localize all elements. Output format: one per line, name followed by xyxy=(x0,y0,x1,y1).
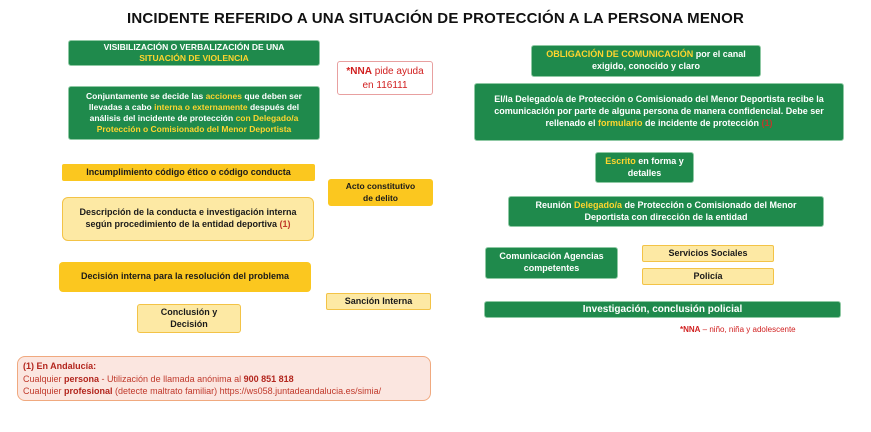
box-delegado-recibe xyxy=(474,83,844,141)
note-phone: 900 851 818 xyxy=(243,373,294,384)
box-escrito xyxy=(595,152,694,183)
box-sancion-interna xyxy=(326,293,431,310)
box-acto-constitutivo xyxy=(328,179,433,206)
box-policia xyxy=(642,268,774,285)
incumplimiento-label: Incumplimiento código ético o código conducta xyxy=(86,166,291,177)
note-line2-profesional: profesional xyxy=(64,386,113,397)
conjuntamente-text-3: después del análisis del incidente de protección xyxy=(89,101,300,123)
obligacion-text: por el canal exigido, conocido y claro xyxy=(591,49,746,71)
delegado-text-2: de incidente de protección xyxy=(642,117,762,128)
nna-legend xyxy=(680,325,796,334)
reunion-text-2: de Protección o Comisionado del Menor Deportista con dirección de la entidad xyxy=(584,199,797,222)
box-obligacion xyxy=(531,45,761,77)
nna-help-box xyxy=(337,61,433,95)
obligacion-highlight: OBLIGACIÓN DE COMUNICACIÓN xyxy=(546,49,694,60)
conjuntamente-highlight-interna: interna o externamente xyxy=(154,101,248,112)
conjuntamente-text-1: Conjuntamente se decide las xyxy=(86,90,206,101)
note-heading: (1) En Andalucía: xyxy=(23,361,97,371)
box-servicios-sociales xyxy=(642,245,774,262)
legend-key: *NNA xyxy=(680,325,701,334)
nna-line1: pide ayuda xyxy=(371,66,424,77)
escrito-highlight: Escrito xyxy=(605,155,636,166)
acto-label: Acto constitutivo de delito xyxy=(345,181,416,203)
conjuntamente-highlight-acciones: acciones xyxy=(205,90,242,101)
reunion-text-1: Reunión xyxy=(535,199,574,210)
note-line1-persona: persona xyxy=(64,373,100,384)
box-investigacion xyxy=(484,301,841,318)
note-line2-c: (detecte maltrato familiar) https://ws058.juntadeandalucia.es/simia/ xyxy=(112,386,382,397)
legend-text: – niño, niña y adolescente xyxy=(700,325,796,334)
sancion-label: Sanción Interna xyxy=(344,295,413,306)
investigacion-label: Investigación, conclusión policial xyxy=(582,304,743,315)
delegado-highlight-formulario: formulario xyxy=(597,117,643,128)
servicios-label: Servicios Sociales xyxy=(668,247,748,258)
descripcion-label: Descripción de la conducta e investigación interna según procedimiento de la entidad deportiva xyxy=(79,207,297,229)
andalucia-note xyxy=(17,356,431,401)
box-visibilizacion xyxy=(68,40,320,66)
visibilizacion-line1: VISIBILIZACIÓN O VERBALIZACIÓN DE UNA xyxy=(103,41,285,52)
delegado-text-1: El/la Delegado/a de Protección o Comisionado del Menor Deportista recibe la comunicación por parte de alguna persona de manera confidencial. Debe ser rellenado el xyxy=(494,94,824,128)
delegado-ref: (1) xyxy=(761,117,773,128)
conjuntamente-text-2: que deben ser llevadas a cabo xyxy=(88,90,302,112)
note-line1-c: - Utilización de llamada anónima al xyxy=(99,373,244,384)
box-decision xyxy=(59,262,311,292)
escrito-text: en forma y detalles xyxy=(627,155,684,178)
conjuntamente-highlight-delegado: con Delegado/a Protección o Comisionado del Menor Deportista xyxy=(96,113,299,135)
note-line1-a: Cualquier xyxy=(23,373,65,384)
page-title: INCIDENTE REFERIDO A UNA SITUACIÓN DE PROTECCIÓN A LA PERSONA MENOR xyxy=(126,10,745,27)
comunicacion-label: Comunicación Agencias competentes xyxy=(499,251,604,273)
descripcion-ref: (1) xyxy=(279,219,291,229)
note-line2-a: Cualquier xyxy=(23,386,65,397)
reunion-highlight: Delegado/a xyxy=(573,199,622,210)
nna-prefix: *NNA xyxy=(346,66,372,77)
box-conjuntamente xyxy=(68,86,320,140)
decision-label: Decisión interna para la resolución del problema xyxy=(80,271,290,282)
box-comunicacion-agencias xyxy=(485,247,618,279)
box-reunion xyxy=(508,196,824,227)
box-conclusion xyxy=(137,304,241,333)
box-descripcion xyxy=(62,197,314,241)
policia-label: Policía xyxy=(693,270,723,281)
conclusion-label: Conclusión y Decisión xyxy=(160,306,218,329)
nna-line2: en 116111 xyxy=(362,79,408,91)
visibilizacion-line2: SITUACIÓN DE VIOLENCIA xyxy=(139,53,249,63)
box-incumplimiento xyxy=(62,164,315,181)
